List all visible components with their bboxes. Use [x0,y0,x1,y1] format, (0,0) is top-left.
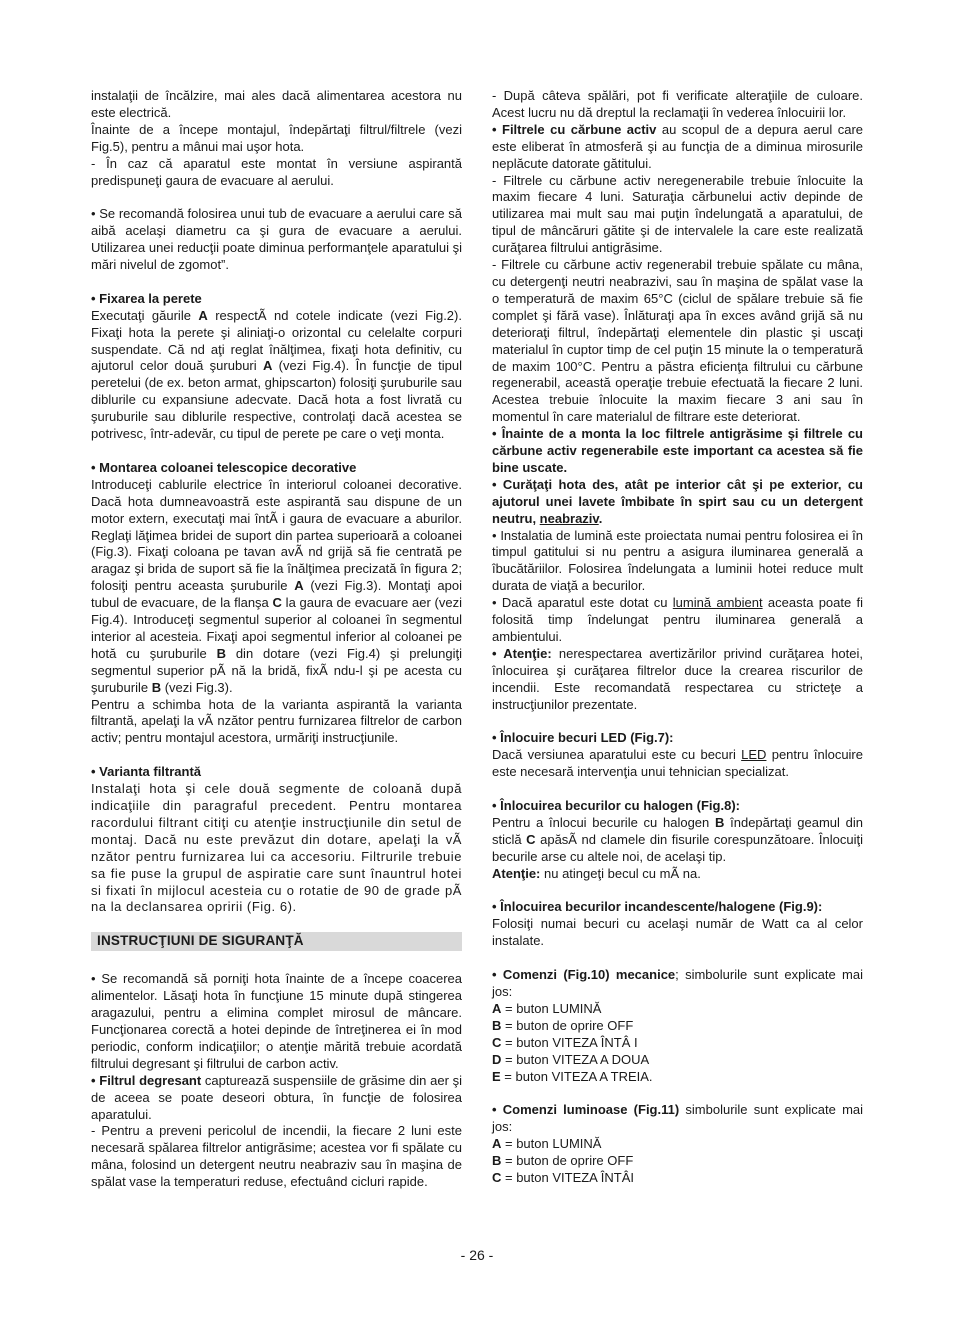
list-item: C = buton VITEZA ÎNTÂI [492,1169,634,1185]
paragraph: • Dacă aparatul este dotat cu lumină ambient aceasta poate fi folosită timp îndelungat pentru iluminarea generală a ambientului. [492,595,864,644]
list-item: A = buton LUMINĂ [492,1000,602,1016]
paragraph: - Pentru a preveni pericolul de incendii, la fiecare 2 luni este necesară spălarea filtrelor antigrăsime; acestea vor fi spălate cu mâna, folosind un detergent neutru neabraziv sau în maşina de spălat vase la temperaturi reduse, efectuând cicluri rapide. [91,1123,462,1190]
left-column [91,88,462,1191]
paragraph: Dacă versiunea aparatului este cu becuri LED pentru înlocuire este necesară intervenţia unui tehnician specializat. [492,747,863,780]
list-item: B = buton de oprire OFF [492,1153,634,1169]
list-item: A = buton LUMINĂ [492,1136,602,1152]
paragraph: • Atenţie: nerespectarea avertizărilor privind curăţarea hotei, înlocuirea şi curăţarea filtrelor duce la crearea riscurilor de incendii. Este recomandată respectarea cu stricteţe a instrucţiunilor prezentate. [492,645,863,712]
paragraph: • Filtrele cu cărbune activ au scopul de a depura aerul care este eliberat în atmosferă şi au funcţia de a diminua mirosurile neplăcute datorate gătitului. [492,121,864,171]
paragraph: instalaţii de încălzire, mai ales dacă alimentarea acestora nu este electrică. [91,88,462,120]
paragraph: • Filtrul degresant capturează suspensiile de grăsime din aer şi de aceea se poate deseori obtura, în funcţie de folosirea aparatului. [91,1072,462,1122]
section-heading: • Înlocuire becuri LED (Fig.7): [492,730,674,746]
list-item: B = buton de oprire OFF [492,1017,634,1033]
paragraph: Executaţi găurile A respectÃ nd cotele indicate (vezi Fig.2). Fixaţi hota la perete şi aliniaţi-o orizontal cu celelalte corpuri suspendate. Că nd aţi reglat înălţimea, fixaţi hota definitiv, cu ajutorul celor două şuruburi A (vezi Fig.4). În funcţie de tipul peretelui (de ex. beton armat, ghipscarton) folosiţi şuruburile sau diblurile cu expansiune adecvate. Dacă hota a fost livrată cu şuruburile sau diblurile respective, controlaţi dacă acestea se potrivesc, într-adevăr, cu tipul de perete pe care o veţi monta. [91,307,462,442]
paragraph: - După câteva spălări, pot fi verificate alteraţiile de culoare. Acest lucru nu dă dreptul la reclamaţii în vederea înlocuirii lor. [492,88,863,120]
paragraph: Introduceţi cablurile electrice în interiorul coloanei decorative. Dacă hota dumneavoastră este aspirantă sau dispune de un motor extern, executaţi mai întÃ i gaura de evacuare a aburilor. Reglaţi lăţimea bridei de suport din partea superioară a coloanei (Fig.3). Fixaţi coloana pe tavan avÃ nd grijă să fie centrată pe aragaz şi brida de suport să fie la înălţimea precizată în figura 2; folosiţi pentru aceasta şuruburile A (vezi Fig.3). Montaţi apoi tubul de evacuare, de la flanşa C la gaura de evacuare aer (vezi Fig.4). Introduceţi segmentul superior al coloanei în segmentul interior al acesteia. Fixaţi apoi segmentul inferior al coloanei pe hotă cu şuruburile B din dotare (vezi Fig.4) şi prelungiţi segmentul superior pÃ nă la bridă, fixÃ ndu-l şi pe acesta cu şuruburile B (vezi Fig.3). [91,476,463,695]
paragraph: • Se recomandă folosirea unui tub de evacuare a aerului care să aibă acelaşi diametru ca şi gura de evacuare a aerului. Utilizarea unei reducţii poate diminua performanţele aparatului şi mări nivelul de zgomot”. [91,206,462,273]
paragraph: • Comenzi luminoase (Fig.11) simbolurile sunt explicate mai jos: [492,1102,864,1135]
paragraph: • Instalatia de lumină este proiectata numai pentru folosirea ei în timpul gatitului si nu pentru a asigura iluminarea generală a îbucătăriilor. Folosirea îndelungata a luminii hotei reduce mult durata de viaţă a becurilor. [492,527,863,594]
paragraph: Pentru a înlocui becurile cu halogen B îndepărtaţi geamul din sticlă C apăsÃ nd clamele din fisurile corespunzătoare. Înlocuiţi becurile arse cu altele noi, de acelaşi tip. [492,814,863,864]
section-heading: • Varianta filtrantă [91,764,202,780]
section-heading: • Înlocuirea becurilor cu halogen (Fig.8): [492,798,740,814]
paragraph: • Se recomandă să porniţi hota înainte de a începe coacerea alimentelor. Lăsaţi hota în funcţiune 15 minute după stingerea aragazului, pentru a elimina complet mirosul de mâncare. Funcţionarea corectă a hotei depinde de întreţinerea ei în mod periodic, conform indicaţiilor; o atenţie mărită trebuie acordată filtrului degresant şi filtrului de carbon activ. [91,971,462,1071]
paragraph: Pentru a schimba hota de la varianta aspirantă la varianta filtrantă, apelaţi la vÃ nzător pentru furnizarea filtrelor de carbon activ; pentru montajul acestora, urmăriţi instrucţiunile. [91,696,462,746]
page-number: - 26 - [460,1247,494,1263]
paragraph: • Comenzi (Fig.10) mecanice; simbolurile sunt explicate mai jos: [492,967,863,999]
paragraph: - Filtrele cu cărbune activ regenerabil trebuie spălate cu mâna, cu detergenţi neutri neabrazivi, sau în maşina de spălat vase la o temperatură de maxim 65°C (ciclul de spălare trebuie să fie complet şi fără vase). Înlăturaţi apa în exces având grijă să nu deterioraţi filtrul, îndepărtaţi elementele din plastic şi uscaţi materialul în cuptor timp de cel puţin 15 minute la o temperatură de maxim 100°C. Pentru a păstra eficienţa filtrului cu cărbune regenerabil, această operaţie trebuie efectuată la fiecare 2 luni. Acestea trebuie înlocuite la maxim fiecare 3 ani sau în momentul în care materialul de filtrare este deteriorat. [492,257,863,425]
paragraph: • Înainte de a monta la loc filtrele antigrăsime şi filtrele cu cărbune activ regenerabile este important ca acestea să fie bine uscate. [492,426,863,475]
section-heading: • Înlocuirea becurilor incandescente/halogene (Fig.9): [492,899,823,915]
safety-section-title: INSTRUCŢIUNI DE SIGURANŢĂ [91,932,462,951]
paragraph: Înainte de a începe montajul, îndepărtaţi filtrul/filtrele (vezi Fig.5), pentru a mânui mai uşor hota. [91,121,462,154]
section-heading: • Montarea coloanei telescopice decorative [91,459,357,475]
paragraph: - Filtrele cu cărbune activ neregenerabile trebuie înlocuite la maxim fiecare 4 luni. Saturaţia cărbunelui activ depinde de utilizarea mai mult sau mai puţin îndelungată a aparatului, de tipul de mâncăruri gătite şi de intervalele la care este realizată curăţarea filtrului antigrăsime. [492,172,863,256]
paragraph: • Curăţaţi hota des, atât pe interior cât şi pe exterior, cu ajutorul unei lavete îmbibate în spirt sau cu un detergent neutru, neabraziv. [492,476,863,526]
paragraph: - În caz că aparatul este montat în versiune aspirantă predispuneţi gaura de evacuare al aerului. [91,155,462,188]
right-column [492,88,863,1187]
section-heading: • Fixarea la perete [91,290,202,306]
list-item: D = buton VITEZA A DOUA [492,1051,650,1067]
list-item: E = buton VITEZA A TREIA. [492,1068,653,1084]
paragraph: Instalaţi hota şi cele două segmente de coloană după indicaţiile din paragraful precedent. Pentru montarea racordului filtrant citiţi cu atenţie instrucţiunile din setul de montaj. Dacă nu este prevăzut din dotare, apelaţi la vÃ nzător pentru furnizarea lui ca accesoriu. Filtrurile trebuie sa fie puse la grupul de aspiratie care sunt înauntrul hotei si fixati în mijlocul acesteia cu o rotatie de 90 de grade pÃ na la declansarea opririi (Fig. 6). [91,781,462,915]
list-item: C = buton VITEZA ÎNTÂ I [492,1034,638,1050]
paragraph: Folosiţi numai becuri cu acelaşi număr de Watt ca al celor instalate. [492,916,863,949]
paragraph: Atenţie: nu atingeţi becul cu mÃ na. [492,865,701,881]
